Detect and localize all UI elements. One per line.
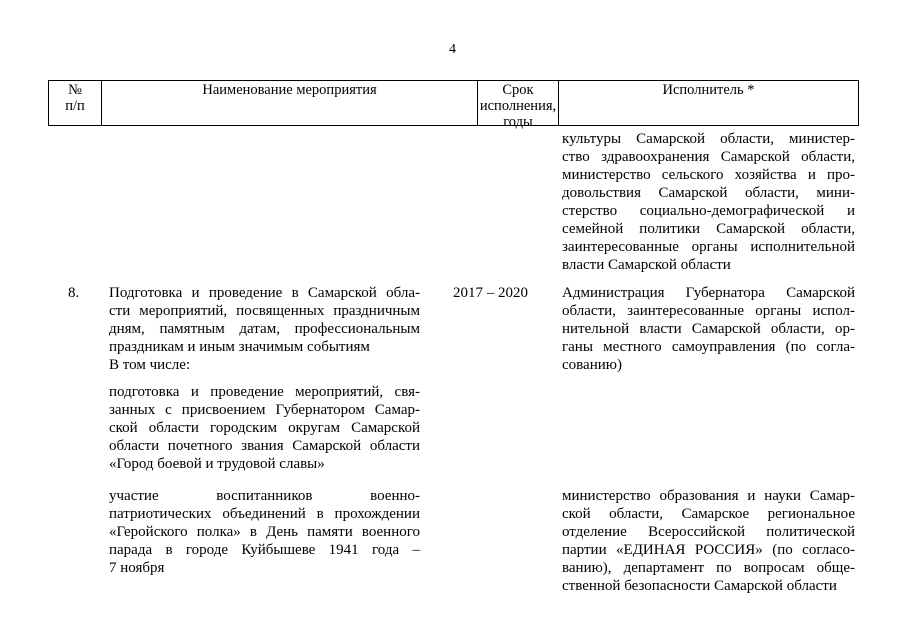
carryover-executor-cell bbox=[562, 130, 855, 274]
sub-event-2-executor-cell bbox=[562, 487, 855, 595]
executor-line: стерство социально-демографической и bbox=[562, 203, 855, 219]
executor-line: ванию), департамент по вопросам обще- bbox=[562, 560, 855, 576]
header-executor bbox=[558, 81, 858, 125]
executor-line: министерство образования и науки Самар- bbox=[562, 488, 855, 504]
executor-line: партии «ЕДИНАЯ РОССИЯ» (по согласо- bbox=[562, 542, 855, 558]
term-value: 2017 – 2020 bbox=[453, 285, 528, 301]
table-header bbox=[48, 80, 859, 130]
row8-executor-cell bbox=[562, 284, 855, 374]
header-num-label: № п/п bbox=[65, 82, 85, 114]
event-name-line: Подготовка и проведение в Самарской обла- bbox=[109, 285, 420, 301]
executor-line: ской области, Самарское региональное bbox=[562, 506, 855, 522]
executor-line: ственной безопасности Самарской области bbox=[562, 578, 837, 594]
header-term bbox=[477, 81, 558, 130]
sub-event-line: патриотических объединений в прохождении bbox=[109, 506, 420, 522]
sub-event-line: «Геройского полка» в День памяти военного bbox=[109, 524, 420, 540]
sub-event-line: «Город боевой и трудовой славы» bbox=[109, 456, 325, 472]
sub-event-line: области почетного звания Самарской области bbox=[109, 438, 420, 454]
executor-line: заинтересованные органы исполнительной bbox=[562, 239, 855, 255]
executor-line: министерство сельского хозяйства и про- bbox=[562, 167, 855, 183]
executor-line: культуры Самарской области, министер- bbox=[562, 131, 855, 147]
executor-line: области, заинтересованные органы испол- bbox=[562, 303, 855, 319]
including-label: В том числе: bbox=[109, 357, 191, 373]
executor-line: семейной политики Самарской области, bbox=[562, 221, 855, 237]
header-name-label: Наименование мероприятия bbox=[202, 82, 377, 98]
event-name-line: сти мероприятий, посвященных праздничным bbox=[109, 303, 420, 319]
executor-line: Администрация Губернатора Самарской bbox=[562, 285, 855, 301]
event-name-cell bbox=[109, 284, 420, 374]
header-name bbox=[101, 81, 477, 125]
sub-event-1 bbox=[109, 383, 420, 473]
row-number: 8. bbox=[68, 285, 80, 301]
header-num bbox=[49, 81, 101, 125]
sub-event-line: подготовка и проведение мероприятий, свя- bbox=[109, 384, 420, 400]
executor-line: ство здравоохранения Самарской области, bbox=[562, 149, 855, 165]
sub-event-line: занных с присвоением Губернатором Самар- bbox=[109, 402, 420, 418]
executor-line: отделение Всероссийской политической bbox=[562, 524, 855, 540]
executor-line: ганы местного самоуправления (по согла- bbox=[562, 339, 855, 355]
page-number: 4 bbox=[449, 42, 456, 57]
sub-event-line: ской области городским округам Самарской bbox=[109, 420, 420, 436]
executor-line: нительной власти Самарской области, ор- bbox=[562, 321, 855, 337]
sub-event-2 bbox=[109, 487, 420, 577]
sub-event-line: участие воспитанников военно- bbox=[109, 488, 420, 504]
header-executor-label: Исполнитель * bbox=[662, 82, 755, 98]
event-name-line: дням, памятным датам, профессиональным bbox=[109, 321, 420, 337]
sub-event-line: парада в городе Куйбышеве 1941 года – bbox=[109, 542, 420, 558]
executor-line: сованию) bbox=[562, 357, 622, 373]
event-name-line: праздникам и иным значимым событиям bbox=[109, 339, 370, 355]
header-term-label: Срок исполнения, годы bbox=[479, 82, 557, 130]
executor-line: довольствия Самарской области, мини- bbox=[562, 185, 855, 201]
executor-line: власти Самарской области bbox=[562, 257, 731, 273]
sub-event-line: 7 ноября bbox=[109, 560, 165, 576]
